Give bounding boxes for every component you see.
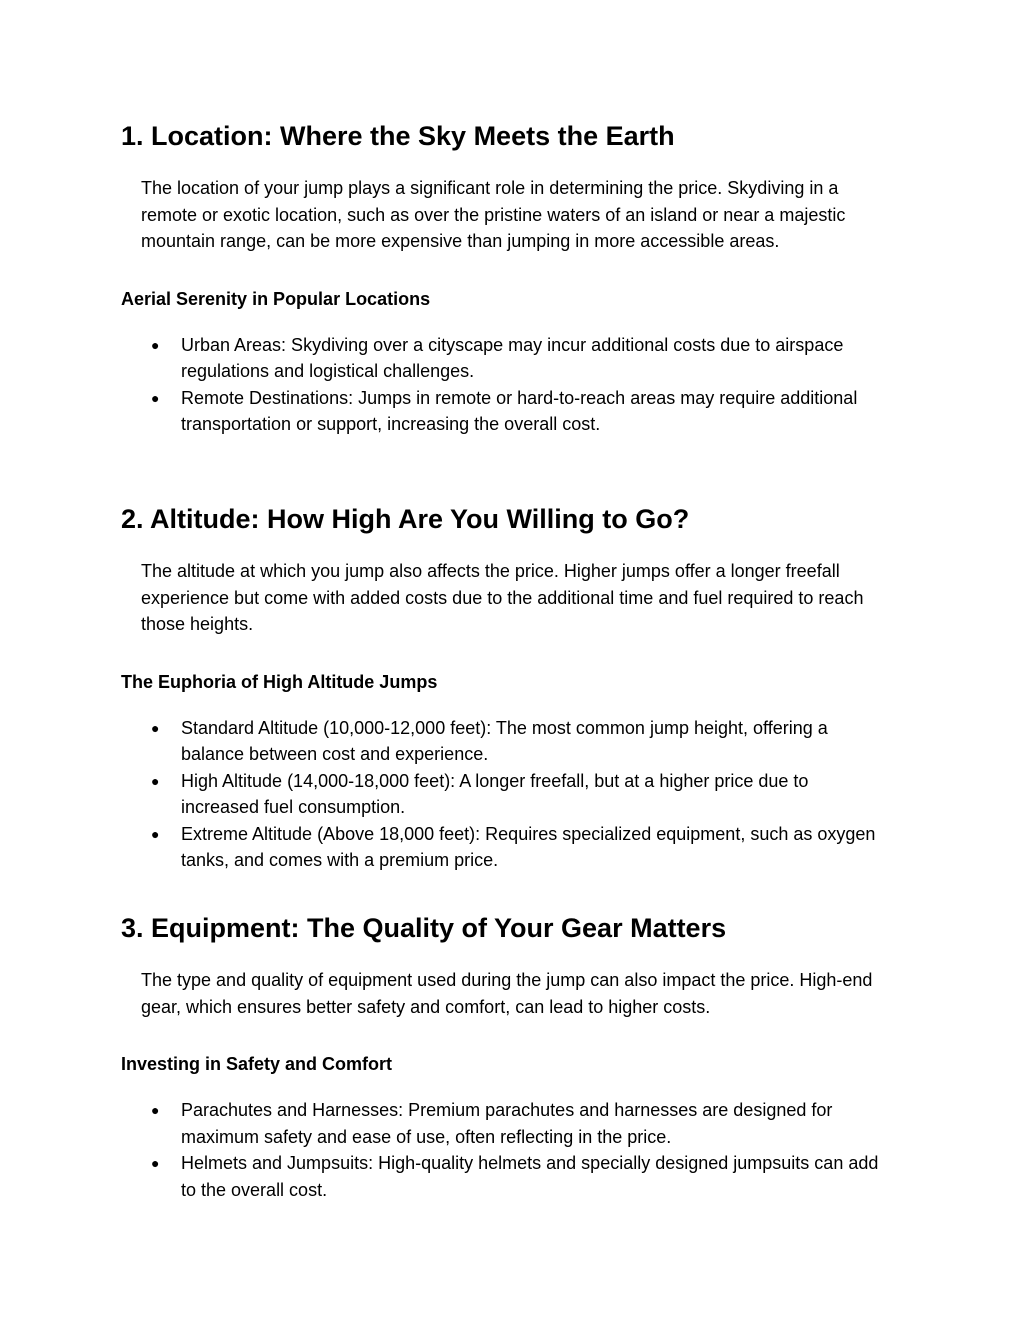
section-heading: 2. Altitude: How High Are You Willing to Go?: [121, 504, 690, 534]
sub-heading: Investing in Safety and Comfort: [121, 1054, 393, 1074]
bullet-icon: ●: [151, 1155, 160, 1171]
section-heading: 3. Equipment: The Quality of Your Gear Matters: [121, 913, 727, 943]
sub-heading: The Euphoria of High Altitude Jumps: [121, 671, 438, 692]
section-paragraph: The location of your jump plays a significant role in determining the price. Skydiving in a remote or exotic location, such as over the pristine waters of an island or near a majestic mountain range, can be more expensive than jumping in more accessible areas.: [141, 178, 846, 251]
list-item: [121, 385, 891, 438]
list-item-text: Helmets and Jumpsuits: High-quality helmets and specially designed jumpsuits can add to the overall cost.: [181, 1153, 879, 1200]
bullet-list: [121, 715, 901, 874]
bullet-list: [121, 332, 901, 438]
section-paragraph: The altitude at which you jump also affects the price. Higher jumps offer a longer freefall experience but come with added costs due to the additional time and fuel required to reach those heights.: [141, 561, 864, 634]
list-item: [121, 1097, 891, 1150]
sub-heading: Aerial Serenity in Popular Locations: [121, 288, 431, 309]
bullet-icon: ●: [151, 1102, 160, 1118]
list-item-text: High Altitude (14,000-18,000 feet): A longer freefall, but at a higher price due to increased fuel consumption.: [181, 770, 809, 817]
bullet-list: [121, 1097, 901, 1203]
bullet-icon: ●: [151, 719, 160, 736]
bullet-icon: ●: [151, 389, 160, 406]
list-item-text: Parachutes and Harnesses: Premium parachutes and harnesses are designed for maximum safety and ease of use, often reflecting in the price.: [181, 1100, 833, 1147]
list-item-text: Standard Altitude (10,000-12,000 feet): The most common jump height, offering a balance between cost and experience.: [181, 717, 828, 764]
bullet-icon: ●: [151, 336, 160, 353]
list-item: [121, 821, 891, 874]
bullet-icon: ●: [151, 825, 160, 842]
section-location: [121, 120, 901, 438]
section-heading: 1. Location: Where the Sky Meets the Earth: [121, 121, 675, 151]
list-item-text: Extreme Altitude (Above 18,000 feet): Requires specialized equipment, such as oxygen tanks, and comes with a premium price.: [181, 823, 876, 870]
bullet-icon: ●: [151, 772, 160, 789]
list-item: [121, 715, 891, 768]
list-item-text: Remote Destinations: Jumps in remote or hard-to-reach areas may require additional transportation or support, increasing the overall cost.: [181, 387, 858, 434]
list-item: [121, 1150, 891, 1203]
section-equipment: [121, 912, 901, 1203]
list-item-text: Urban Areas: Skydiving over a cityscape may incur additional costs due to airspace regulations and logistical challenges.: [181, 334, 844, 381]
section-altitude: [121, 503, 901, 874]
section-paragraph: The type and quality of equipment used during the jump can also impact the price. High-end gear, which ensures better safety and comfort, can lead to higher costs.: [141, 970, 873, 1017]
list-item: [121, 768, 891, 821]
list-item: [121, 332, 891, 385]
